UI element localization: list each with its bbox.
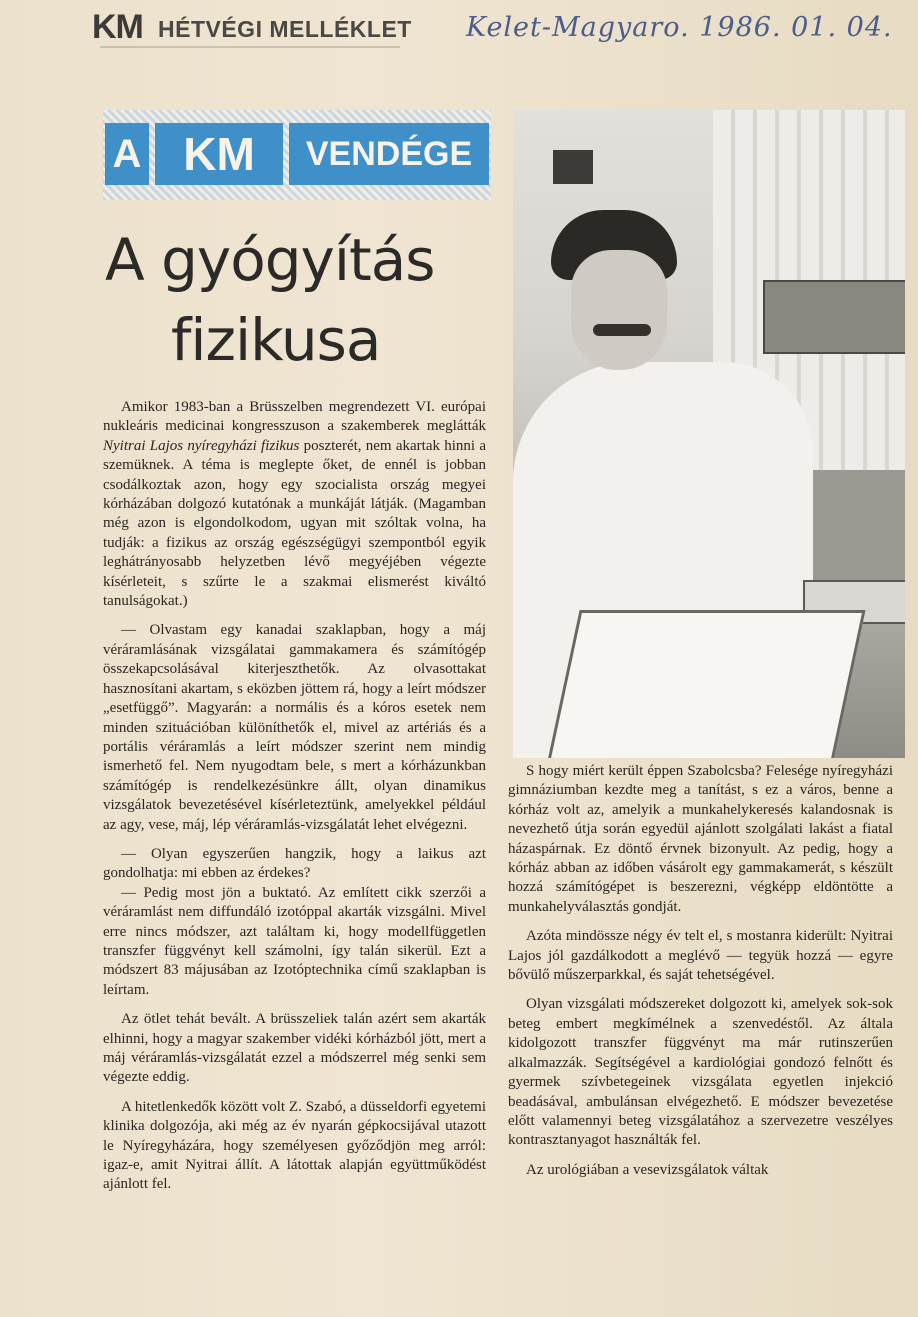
portrait-photo (513, 110, 905, 758)
masthead-divider (100, 46, 400, 62)
section-title: HÉTVÉGI MELLÉKLET (158, 16, 412, 42)
article-headline (105, 220, 515, 380)
banner-km: KM (155, 123, 283, 185)
article-column-1 (103, 398, 486, 1205)
article-column-2 (508, 762, 893, 1190)
article-paragraph: S hogy miért került éppen Szabolcsba? Felesége nyíregyházi gimnáziumban kezdte meg a tanítást, s ez a város, benne a kórház volt az, amelyik a munkahelykeresés kalandosnak is nevezhető útja során egyedül ajánlott szolgálati lakást a fiatal házaspárnak. Ez döntő érvnek bizonyult. Az pedig, hogy a kórház abban az időben vásárolt egy gammakamerát, s készült hozzá számítógépet is beszerezni, végképp eldöntötte a munkahelyválasztás gondját. (508, 763, 893, 915)
article-paragraph: A hitetlenkedők között volt Z. Szabó, a düsseldorfi egyetemi klinika dolgozója, aki még az év nyarán gépkocsijával utazott le Nyíregyházára, hogy személyesen győződjön meg arról: igaz-e, amit Nyitrai állít. A látottak alapján együttműködést ajánlott fel. (103, 1098, 486, 1193)
masthead (92, 6, 912, 48)
photo-mustache (593, 324, 651, 336)
photo-equipment (763, 280, 905, 354)
banner-vendege: VENDÉGE (289, 123, 489, 185)
photo-lamp (553, 150, 593, 184)
article-paragraph: — Olvastam egy kanadai szaklapban, hogy a máj véráramlásának vizsgálatai gammakamera és számítógép összekapcsolásával kiterjeszthetők. Az olvasottakat hasznosítani akartam, s eközben jöttem rá, hogy a leírt módszer „esetfüggő”. Magyarán: a normális és a kóros esetek nem minden szituációban különíthetők el, mivel az artériás és a portális véráramlás a leírt módszer szerint nem mindig ismerhető fel. Nem nyugodtam bele, s mert a kórházunkban számítógép is rendelkezésünkre állt, olyan dinamikus vizsgálatok bevezetésével kísérleteztünk, amelyekkel például az agy, vese, máj, lép véráramlás-vizsgálatát lehet elvégezni. (103, 622, 486, 833)
banner-a: A (105, 123, 149, 185)
headline-line-1: A gyógyítás (105, 226, 435, 294)
handwritten-date-note: Kelet-Magyaro. 1986. 01. 04. (466, 12, 893, 43)
article-paragraph: — Pedig most jön a buktató. Az említett cikk szerzői a véráramlást nem diffundáló izotóppal akarták vizsgálni. Mivel erre nincs módszer, azt találtam ki, hogy modellfüggetlen transzfer függvényt kell számolni, így talán sikerül. Ezt a módszert 83 májusában az Izotóptechnika című szaklapban is leírtam. (103, 884, 486, 998)
article-paragraph: Olyan vizsgálati módszereket dolgozott ki, amelyek sok-sok beteg embert megkímélnek a szenvedéstől. Az általa kidolgozott transzfer függvényt ma már rutinszerűen alkalmazzák. Segítségével a kardiológiai gondozó felnőtt és gyermek szívbetegeinek vizsgálata egyetlen injekció beadásával, ambulánsan elvégezhető. E módszer bevezetése előtt valamennyi beteg vizsgálatához a szervezetre veszélyes kontrasztanyagot használták fel. (508, 996, 893, 1149)
article-paragraph: Az urológiában a vesevizsgálatok váltak (526, 1161, 769, 1178)
article-paragraph: Az ötlet tehát bevált. A brüsszeliek talán azért sem akarták elhinni, hogy a magyar szakember vidéki kórházból jött, mert a máj véráramlás-vizsgálatát ezzel a módszerrel még senki sem végezte eddig. (103, 1011, 486, 1086)
photo-face (571, 250, 667, 370)
photo-monitor (546, 610, 865, 758)
headline-line-2: fizikusa (171, 306, 381, 374)
article-paragraph: Azóta mindössze négy év telt el, s mostanra kiderült: Nyitrai Lajos jól gazdálkodott a meglévő — tegyük hozzá — egyre bővülő műszerparkkal, és saját tehetségével. (508, 928, 893, 984)
km-logo: KM (92, 8, 143, 46)
article-paragraph: — Olyan egyszerűen hangzik, hogy a laikus azt gondolhatja: mi ebben az érdekes? (103, 845, 486, 882)
article-paragraph (103, 398, 486, 611)
paragraph-text: Amikor 1983-ban a Brüsszelben megrendezett VI. európai nukleáris medicinai kongresszuson a szakemberek meglátták (103, 399, 486, 435)
column-banner (103, 110, 491, 200)
subject-name: Nyitrai Lajos nyíregyházi fizikus (103, 437, 300, 454)
paragraph-text: poszterét, nem akartak hinni a szemüknek. A téma is meglepte őket, de ennél is jobban csodálkoztak azon, hogy egy szocialista ország megyei kórházában dolgozó kutatónak a munkáját látják. (Magamban még azon is elgondolkodom, ugyan mit szóltak volna, ha tudják: a fizikus az ország egészségügyi szempontból egyik leghátrányosabb helyzetben lévő megyéjében végezte kísérleteit, s szűrte le a szakmai elismerést kiváltó tanulságokat.) (103, 437, 486, 610)
